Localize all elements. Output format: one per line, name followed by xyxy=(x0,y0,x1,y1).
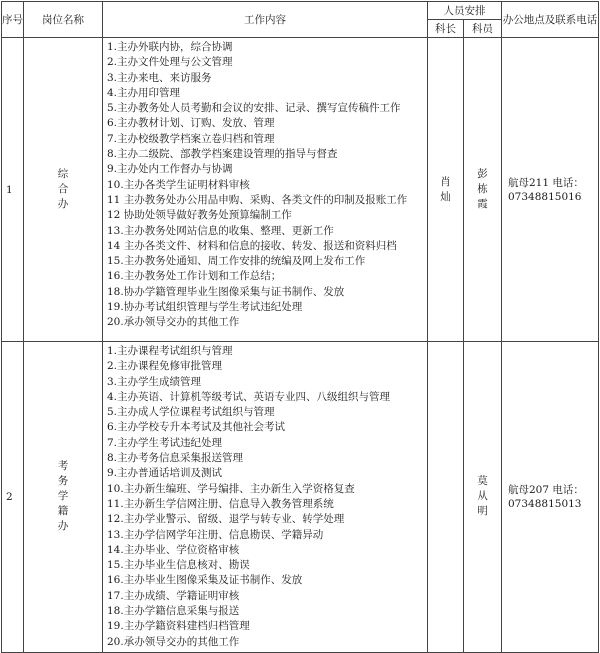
row-seq: 2 xyxy=(2,342,24,653)
duty-item: 15.主办毕业生信息核对、勘误 xyxy=(107,559,250,572)
duty-item: 14 主办各类文件、材料和信息的接收、转发、报送和资料归档 xyxy=(107,239,397,252)
duty-item: 11.主办新生学信网注册、信息导入教务管理系统 xyxy=(107,497,334,510)
duty-item: 15.主办教务处通知、周工作安排的统编及网上发布工作 xyxy=(107,255,366,268)
duty-item: 6.主办教材计划、订购、发放、管理 xyxy=(107,117,275,130)
duty-item: 20.承办领导交办的其他工作 xyxy=(107,316,240,329)
duty-item: 1.主办课程考试组织与管理 xyxy=(107,345,233,357)
duty-item: 9.主办处内工作督办与协调 xyxy=(107,163,233,176)
duty-item: 11 主办教务处办公用品申购、采购、各类文件的印制及报账工作 xyxy=(107,193,408,206)
header-content: 工作内容 xyxy=(103,2,428,38)
duty-list xyxy=(103,38,428,342)
header-post: 岗位名称 xyxy=(24,2,103,38)
header-chief: 科长 xyxy=(428,20,464,38)
duty-item: 9.主办普通话培训及测试 xyxy=(107,467,223,480)
duty-item: 6.主办学校专升本考试及其他社会考试 xyxy=(107,421,286,434)
duty-item: 4.主办用印管理 xyxy=(107,86,181,99)
post-name: 综 合 办 xyxy=(24,38,103,342)
duty-item: 16.主办毕业生图像采集及证书制作、发放 xyxy=(107,574,303,587)
header-staff: 人员安排 xyxy=(428,2,502,20)
duty-item: 1.主办外联内协，综合协调 xyxy=(107,41,233,53)
duty-item: 19.协办考试组织管理与学生考试违纪处理 xyxy=(107,301,303,314)
duty-item: 18.协办学籍管理毕业生图像采集与证书制作、发放 xyxy=(107,285,345,298)
duty-item: 18.主办学籍信息采集与报送 xyxy=(107,605,240,618)
duty-item: 3.主办学生成绩管理 xyxy=(107,375,202,388)
duty-item: 5.主办成人学位课程考试组织与管理 xyxy=(107,406,275,419)
duty-item: 16.主办教务处工作计划和工作总结； xyxy=(107,270,282,283)
duty-item: 4.主办英语、计算机等级考试、英语专业四、八级组织与管理 xyxy=(107,390,391,403)
header-member: 科员 xyxy=(464,20,502,38)
duty-item: 8.主办二级院、部教学档案建设管理的指导与督查 xyxy=(107,148,338,161)
row-seq: 1 xyxy=(2,38,24,342)
duty-item: 10.主办新生编班、学号编排、主办新生入学资格复查 xyxy=(107,482,355,495)
office-contact: 航母211 电话： 07348815016 xyxy=(502,38,599,342)
duty-item: 13.主办学信网学年注册、信息勘误、学籍异动 xyxy=(107,528,324,541)
duty-item: 12 协助处领导做好教务处预算编制工作 xyxy=(107,209,292,222)
duty-item: 20.承办领导交办的其他工作 xyxy=(107,635,240,648)
duty-item: 10.主办各类学生证明材料审核 xyxy=(107,178,250,191)
duty-item: 3.主办来电、来访服务 xyxy=(107,71,212,84)
table-row xyxy=(2,342,599,653)
member-name: 莫 从 明 xyxy=(464,342,502,653)
header-office: 办公地点及联系电话 xyxy=(502,2,599,38)
duty-item: 14.主办毕业、学位资格审核 xyxy=(107,543,240,556)
chief-name: 肖 灿 xyxy=(428,38,464,342)
duty-list xyxy=(103,342,428,653)
header-seq: 序号 xyxy=(2,2,24,38)
duty-item: 7.主办校级教学档案立卷归档和管理 xyxy=(107,132,275,145)
duty-item: 2.主办文件处理与公文管理 xyxy=(107,56,233,69)
duty-item: 8.主办考务信息采集报送管理 xyxy=(107,452,244,465)
duty-item: 19.主办学籍资料建档归档管理 xyxy=(107,620,250,633)
duty-item: 5.主办教务处人员考勤和会议的安排、记录、撰写宣传稿件工作 xyxy=(107,102,401,115)
chief-name xyxy=(428,342,464,653)
duty-table xyxy=(1,1,599,653)
post-name: 考 务 学 籍 办 xyxy=(24,342,103,653)
duty-item: 7.主办学生考试违纪处理 xyxy=(107,436,223,449)
office-contact: 航母207 电话： 07348815013 xyxy=(502,342,599,653)
duty-item: 17.主办成绩、学籍证明审核 xyxy=(107,589,240,602)
table-row xyxy=(2,38,599,342)
duty-item: 2.主办课程免修审批管理 xyxy=(107,360,223,373)
duty-item: 12.主办学业警示、留级、退学与转专业、转学处理 xyxy=(107,513,345,526)
member-name: 彭 栋 霞 xyxy=(464,38,502,342)
duty-item: 13.主办教务处网站信息的收集、整理、更新工作 xyxy=(107,224,334,237)
